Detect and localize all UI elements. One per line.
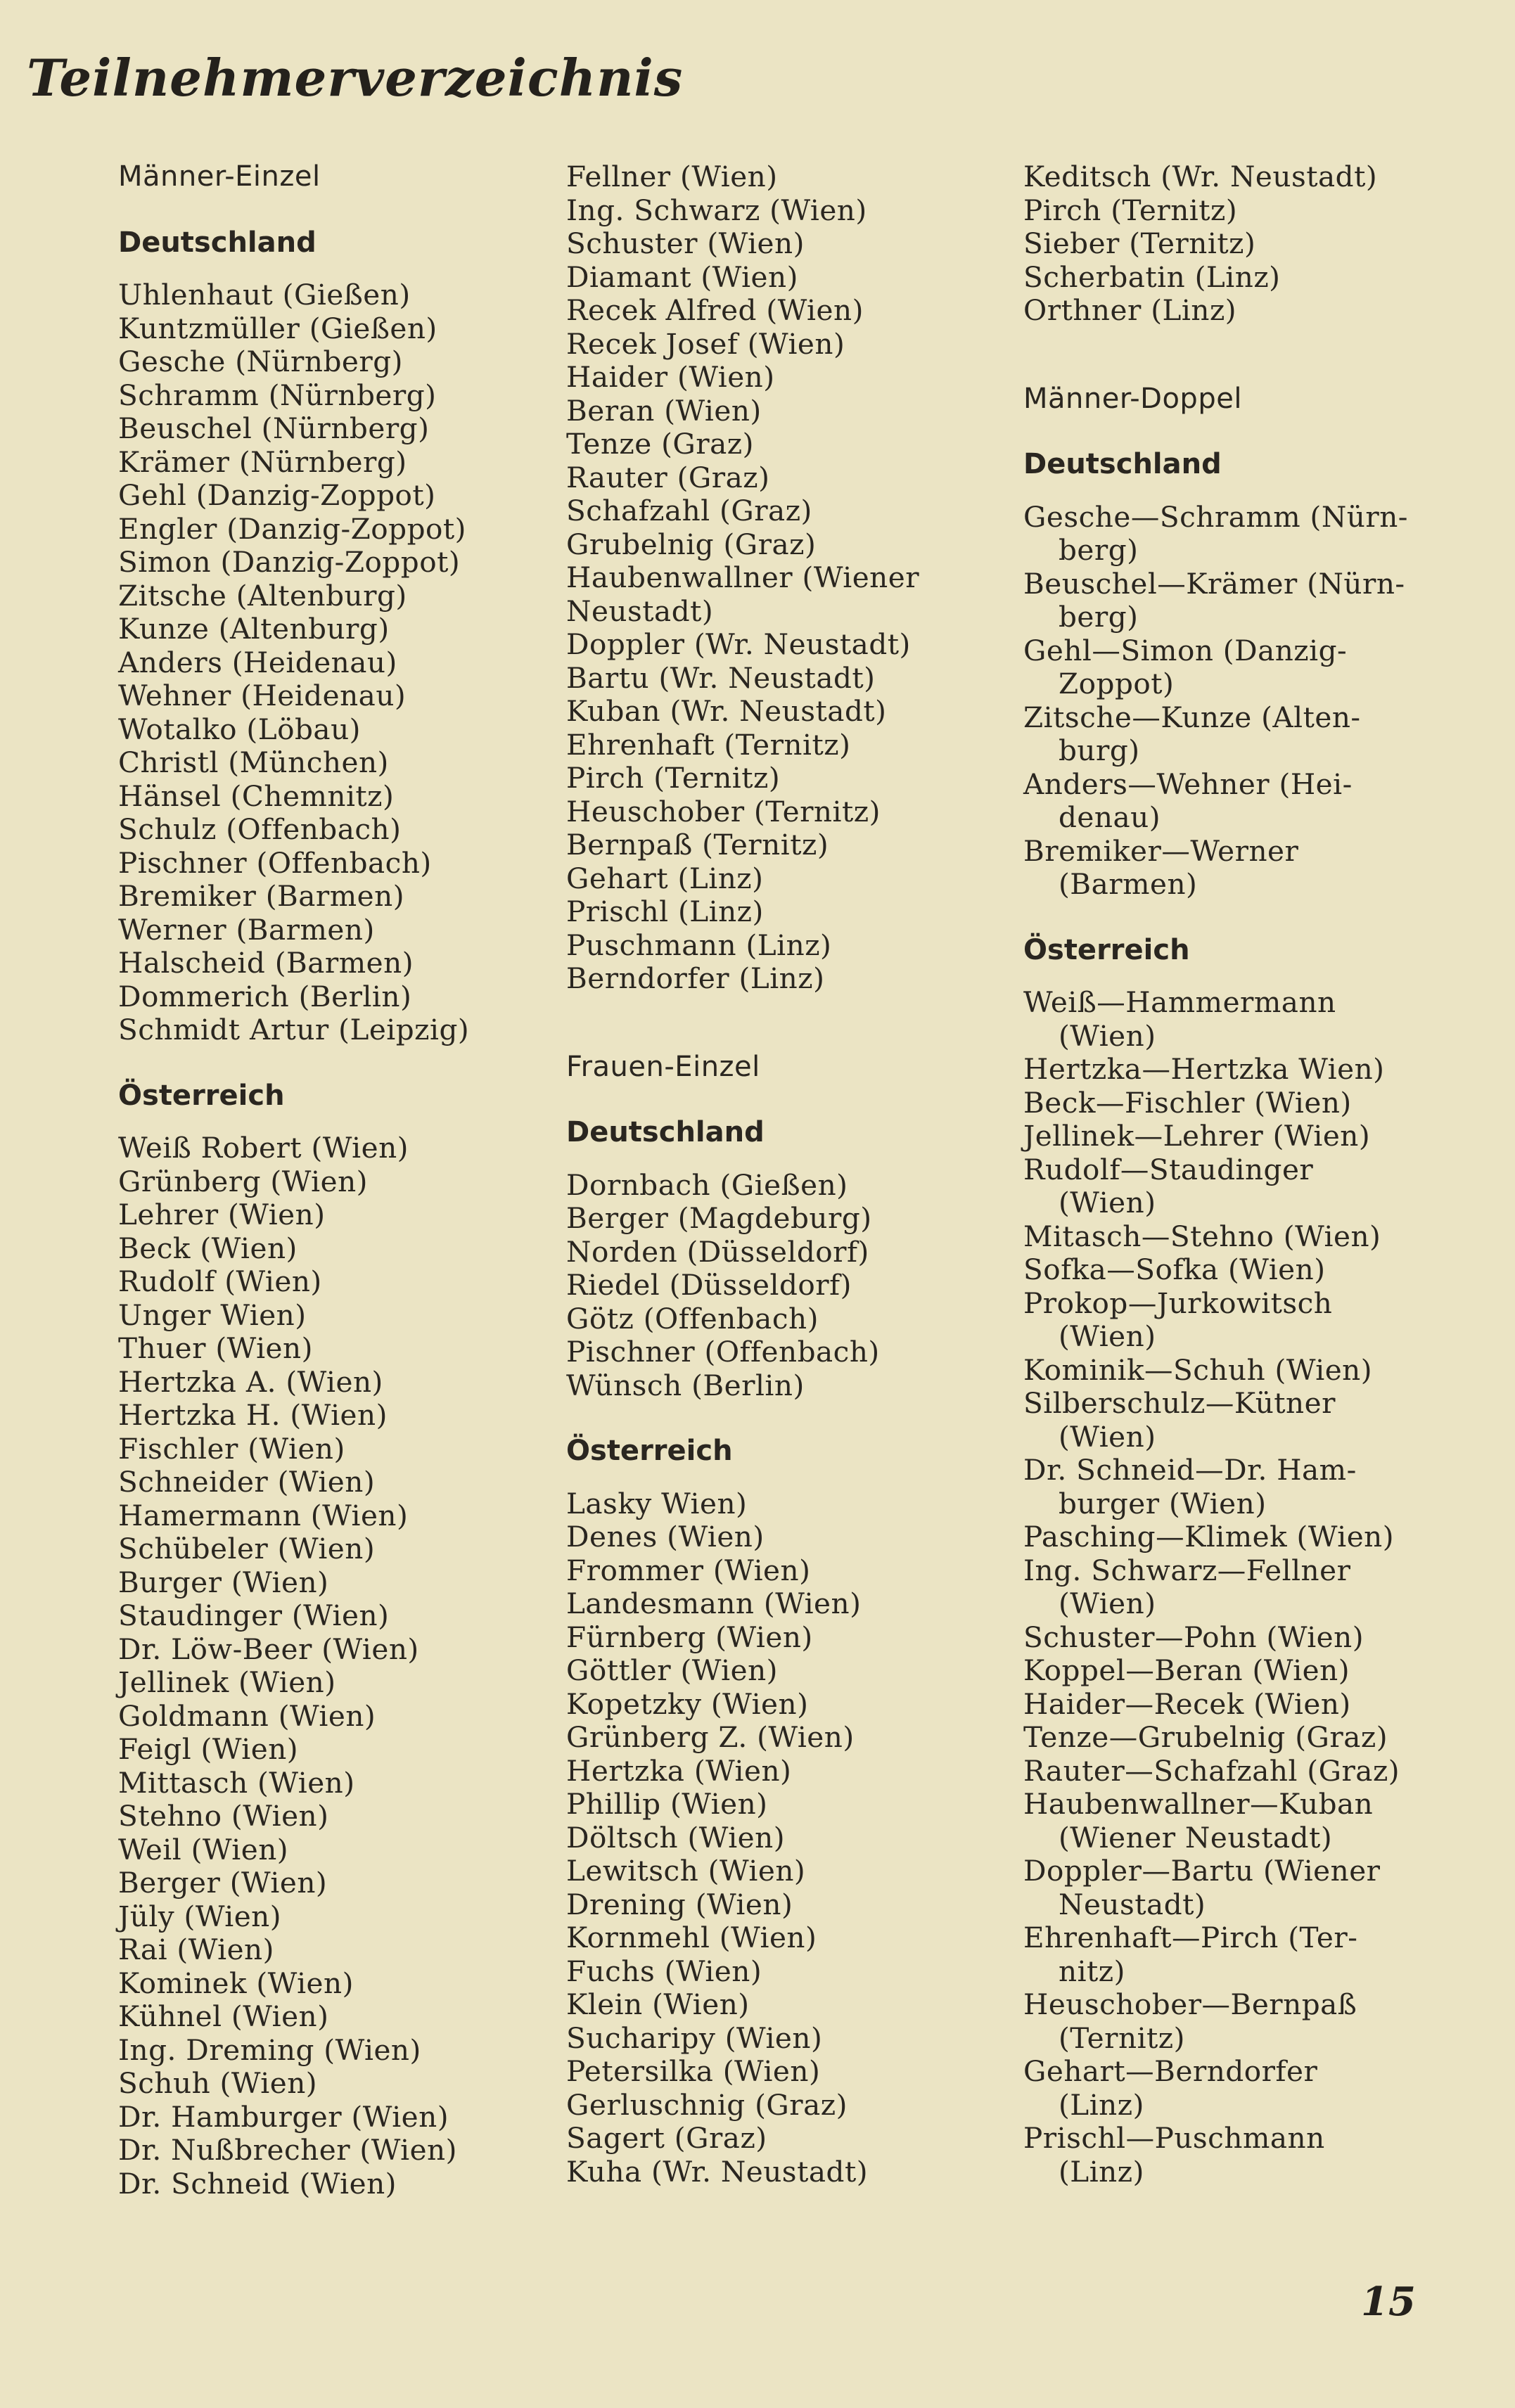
category-heading-maenner-doppel: Männer-Doppel (1023, 382, 1242, 415)
participant-entry: Unger Wien) (118, 1298, 307, 1332)
participant-entry: Kühnel (Wien) (118, 1999, 329, 2033)
participant-entry: Keditsch (Wr. Neustadt) (1023, 160, 1378, 193)
participant-entry: Heuschober (Ternitz) (566, 794, 881, 828)
participant-entry: Phillip (Wien) (566, 1787, 768, 1821)
page-number: 15 (1361, 2279, 1416, 2325)
participant-entry: Norden (Düsseldorf) (566, 1234, 869, 1269)
pair-entry: Koppel—Beran (Wien) (1023, 1653, 1350, 1687)
participant-entry: Recek Josef (Wien) (566, 326, 845, 361)
participant-entry: Riedel (Düsseldorf) (566, 1268, 852, 1302)
participant-entry: Staudinger (Wien) (118, 1599, 390, 1632)
participant-entry: Fellner (Wien) (566, 160, 778, 193)
pair-entry-continuation: (Wien) (1059, 1018, 1156, 1053)
pair-list-maenner-doppel-oesterreich (1023, 986, 1459, 2189)
pair-entry: Pasching—Klimek (Wien) (1023, 1520, 1395, 1554)
participant-entry: Krämer (Nürnberg) (118, 444, 407, 479)
participant-entry: Doppler (Wr. Neustadt) (566, 627, 911, 661)
pair-entry: Bremiker—Werner (1023, 833, 1299, 868)
participant-entry: Denes (Wien) (566, 1520, 765, 1554)
participant-entry: Fürnberg (Wien) (566, 1620, 813, 1654)
participant-entry: Dr. Hamburger (Wien) (118, 2099, 449, 2134)
participant-entry: Lasky Wien) (566, 1486, 748, 1520)
participant-entry: Sucharipy (Wien) (566, 2020, 823, 2055)
pair-entry: Gehl—Simon (Danzig- (1023, 633, 1348, 667)
participant-entry: Burger (Wien) (118, 1565, 329, 1599)
participant-entry: Döltsch (Wien) (566, 1820, 786, 1855)
participant-entry: Ing. Schwarz (Wien) (566, 193, 867, 227)
pair-entry-continuation: (Wien) (1059, 1319, 1156, 1353)
country-heading-oesterreich: Österreich (1023, 933, 1190, 966)
pair-entry: Silberschulz—Kütner (1023, 1386, 1336, 1420)
participant-entry: Hamermann (Wien) (118, 1498, 409, 1532)
country-heading-deutschland: Deutschland (1023, 448, 1222, 480)
participant-entry: Pirch (Ternitz) (566, 761, 781, 795)
participant-entry: Hertzka A. (Wien) (118, 1364, 383, 1399)
pair-entry-continuation: (Wien) (1059, 1186, 1156, 1219)
participant-entry: Schramm (Nürnberg) (118, 378, 437, 412)
pair-entry-continuation: (Ternitz) (1059, 2020, 1185, 2055)
participant-entry: Kuntzmüller (Gießen) (118, 311, 437, 345)
pair-entry: Doppler—Bartu (Wiener (1023, 1854, 1381, 1888)
pair-entry-continuation: (Barmen) (1059, 867, 1198, 901)
participant-entry: Wünsch (Berlin) (566, 1368, 805, 1402)
pair-entry-continuation: (Wiener Neustadt) (1059, 1820, 1333, 1855)
participant-entry: Pischner (Offenbach) (118, 845, 432, 880)
participant-entry: Werner (Barmen) (118, 912, 375, 947)
pair-entry-continuation: denau) (1059, 800, 1161, 834)
participant-entry: Rudolf (Wien) (118, 1264, 322, 1298)
participant-entry: Ehrenhaft (Ternitz) (566, 727, 851, 762)
participant-entry: Diamant (Wien) (566, 260, 798, 294)
pair-entry-continuation: (Wien) (1059, 1419, 1156, 1454)
participant-entry: Schulz (Offenbach) (118, 812, 402, 846)
pair-entry-continuation: (Wien) (1059, 1587, 1156, 1620)
pair-entry: Beck—Fischler (Wien) (1023, 1085, 1352, 1120)
participant-entry: Scherbatin (Linz) (1023, 260, 1281, 294)
participant-entry: Berger (Magdeburg) (566, 1201, 872, 1235)
participant-entry: Fischler (Wien) (118, 1431, 345, 1466)
pair-entry: Anders—Wehner (Hei- (1023, 767, 1353, 801)
country-heading-oesterreich: Österreich (566, 1435, 733, 1467)
pair-entry: Kominik—Schuh (Wien) (1023, 1352, 1373, 1387)
participant-entry: Hertzka (Wien) (566, 1753, 792, 1788)
participant-entry: Berndorfer (Linz) (566, 961, 825, 995)
participant-entry: Kunze (Altenburg) (118, 612, 390, 646)
pair-entry-continuation: nitz) (1059, 1954, 1125, 1988)
participant-entry: Klein (Wien) (566, 1987, 750, 2021)
participant-entry: Petersilka (Wien) (566, 2054, 821, 2088)
pair-entry: Beuschel—Krämer (Nürn- (1023, 566, 1405, 601)
participant-entry: Schneider (Wien) (118, 1465, 376, 1499)
participant-entry: Anders (Heidenau) (118, 645, 397, 679)
participant-list-frauen-einzel-oesterreich (566, 1487, 1002, 2189)
participant-entry: Rai (Wien) (118, 1933, 274, 1966)
column-3 (1023, 160, 1459, 2189)
participant-entry: Schafzahl (Graz) (566, 494, 812, 527)
category-heading-frauen-einzel: Frauen-Einzel (566, 1050, 760, 1083)
participant-entry: Puschmann (Linz) (566, 928, 832, 962)
pair-entry: Haubenwallner—Kuban (1023, 1787, 1374, 1821)
participant-entry: Weil (Wien) (118, 1832, 289, 1866)
participant-entry: Rauter (Graz) (566, 460, 770, 494)
participant-entry: Dornbach (Gießen) (566, 1167, 848, 1202)
participant-entry: Kominek (Wien) (118, 1966, 354, 2000)
participant-entry: Orthner (Linz) (1023, 293, 1237, 327)
participant-entry: Goldmann (Wien) (118, 1698, 376, 1733)
pair-entry: Zitsche—Kunze (Alten- (1023, 700, 1361, 734)
participant-entry: Pirch (Ternitz) (1023, 193, 1238, 227)
participant-entry: Beck (Wien) (118, 1231, 298, 1265)
country-heading-deutschland: Deutschland (118, 226, 317, 259)
pair-entry: Gesche—Schramm (Nürn- (1023, 499, 1408, 534)
country-heading-deutschland: Deutschland (566, 1116, 765, 1148)
pair-entry: Mitasch—Stehno (Wien) (1023, 1219, 1381, 1253)
pair-entry: Hertzka—Hertzka Wien) (1023, 1052, 1385, 1086)
participant-entry: Prischl (Linz) (566, 895, 764, 928)
pair-entry: Rudolf—Staudinger (1023, 1152, 1314, 1186)
participant-entry: Sagert (Graz) (566, 2121, 767, 2155)
pair-entry: Schuster—Pohn (Wien) (1023, 1620, 1364, 1654)
participant-entry: Lehrer (Wien) (118, 1198, 326, 1231)
participant-entry: Dr. Nußbrecher (Wien) (118, 2133, 457, 2167)
participant-entry: Haider (Wien) (566, 360, 775, 394)
pair-entry-continuation: burger (Wien) (1059, 1486, 1267, 1520)
participant-list-frauen-einzel-deutschland (566, 1169, 1002, 1403)
participant-entry: Mittasch (Wien) (118, 1765, 355, 1800)
participant-entry: Kuha (Wr. Neustadt) (566, 2154, 869, 2189)
participant-entry: Beran (Wien) (566, 393, 762, 428)
column-2 (566, 160, 1002, 2189)
participant-entry: Jellinek (Wien) (118, 1665, 336, 1699)
participant-entry: Göttler (Wien) (566, 1653, 778, 1687)
participant-entry: Recek Alfred (Wien) (566, 293, 864, 327)
participant-entry: Gesche (Nürnberg) (118, 345, 403, 378)
pair-entry: Prokop—Jurkowitsch (1023, 1286, 1333, 1320)
participant-entry: Uhlenhaut (Gießen) (118, 278, 411, 312)
participant-list-maenner-einzel-oesterreich (118, 1132, 540, 2201)
participant-entry: Stehno (Wien) (118, 1799, 329, 1833)
participant-list-maenner-einzel-deutschland (118, 278, 540, 1047)
participant-entry: Neustadt) (566, 594, 714, 628)
participant-entry: Wotalko (Löbau) (118, 712, 361, 746)
participant-entry: Schuster (Wien) (566, 226, 805, 260)
participant-entry: Landesmann (Wien) (566, 1587, 862, 1620)
pair-entry: Rauter—Schafzahl (Graz) (1023, 1753, 1400, 1788)
participant-entry: Christl (München) (118, 745, 389, 779)
category-heading-maenner-einzel: Männer-Einzel (118, 160, 321, 193)
pair-entry-continuation: Neustadt) (1059, 1887, 1206, 1921)
participant-entry: Lewitsch (Wien) (566, 1854, 806, 1888)
participant-entry: Fuchs (Wien) (566, 1954, 762, 1988)
pair-entry: Heuschober—Bernpaß (1023, 1987, 1357, 2021)
participant-entry: Schübeler (Wien) (118, 1532, 376, 1565)
participant-entry: Tenze (Graz) (566, 427, 754, 461)
participant-entry: Pischner (Offenbach) (566, 1335, 880, 1369)
pair-entry: Haider—Recek (Wien) (1023, 1686, 1351, 1721)
pair-entry: Gehart—Berndorfer (1023, 2054, 1318, 2088)
pair-entry-continuation: berg) (1059, 533, 1139, 567)
participant-entry: Feigl (Wien) (118, 1732, 299, 1766)
participant-entry: Frommer (Wien) (566, 1553, 811, 1587)
participant-entry: Beuschel (Nürnberg) (118, 411, 430, 445)
participant-entry: Gerluschnig (Graz) (566, 2087, 848, 2122)
participant-entry: Zitsche (Altenburg) (118, 578, 407, 613)
participant-entry: Wehner (Heidenau) (118, 679, 407, 712)
pair-entry-continuation: (Linz) (1059, 2154, 1144, 2189)
pair-entry-continuation: burg) (1059, 734, 1140, 767)
pair-entry: Ing. Schwarz—Fellner (1023, 1553, 1351, 1587)
pair-entry-continuation: berg) (1059, 600, 1139, 634)
participant-entry: Bernpaß (Ternitz) (566, 828, 829, 862)
pair-entry: Prischl—Puschmann (1023, 2121, 1325, 2155)
country-heading-oesterreich: Österreich (118, 1079, 285, 1112)
participant-entry: Dr. Schneid (Wien) (118, 2166, 397, 2201)
page-title: Teilnehmerverzeichnis (27, 48, 684, 108)
participant-entry: Kuban (Wr. Neustadt) (566, 694, 887, 728)
participant-entry: Sieber (Ternitz) (1023, 226, 1256, 260)
participant-entry: Drening (Wien) (566, 1887, 793, 1921)
participant-entry: Bremiker (Barmen) (118, 879, 405, 913)
participant-entry: Haubenwallner (Wiener (566, 561, 920, 594)
participant-entry: Thuer (Wien) (118, 1331, 313, 1365)
participant-entry: Kopetzky (Wien) (566, 1686, 809, 1721)
pair-entry: Sofka—Sofka (Wien) (1023, 1253, 1326, 1286)
participant-entry: Weiß Robert (Wien) (118, 1131, 409, 1165)
participant-entry: Schmidt Artur (Leipzig) (118, 1013, 470, 1046)
participant-entry: Grubelnig (Graz) (566, 527, 817, 561)
participant-entry: Hänsel (Chemnitz) (118, 779, 395, 813)
participant-entry: Hertzka H. (Wien) (118, 1398, 388, 1432)
participant-entry: Halscheid (Barmen) (118, 946, 414, 980)
participant-list-maenner-einzel-continued (566, 160, 1002, 996)
participant-entry: Jüly (Wien) (118, 1899, 282, 1933)
pair-entry-continuation: Zoppot) (1059, 667, 1175, 700)
participant-entry: Grünberg Z. (Wien) (566, 1720, 855, 1754)
pair-entry: Jellinek—Lehrer (Wien) (1023, 1119, 1371, 1153)
participant-entry: Schuh (Wien) (118, 2066, 318, 2100)
participant-entry: Dr. Löw-Beer (Wien) (118, 1632, 419, 1666)
pair-list-maenner-doppel-deutschland (1023, 501, 1459, 902)
participant-entry: Berger (Wien) (118, 1866, 328, 1900)
pair-entry: Dr. Schneid—Dr. Ham- (1023, 1453, 1357, 1487)
pair-entry: Weiß—Hammermann (1023, 985, 1336, 1019)
participant-entry: Kornmehl (Wien) (566, 1921, 817, 1954)
participant-entry: Gehl (Danzig-Zoppot) (118, 478, 436, 512)
participant-entry: Engler (Danzig-Zoppot) (118, 511, 466, 546)
participant-entry: Bartu (Wr. Neustadt) (566, 660, 876, 695)
pair-entry-continuation: (Linz) (1059, 2087, 1144, 2122)
pair-entry: Ehrenhaft—Pirch (Ter- (1023, 1921, 1358, 1954)
participant-entry: Götz (Offenbach) (566, 1301, 819, 1336)
participant-entry: Grünberg (Wien) (118, 1164, 368, 1198)
participant-entry: Gehart (Linz) (566, 861, 764, 895)
participant-entry: Ing. Dreming (Wien) (118, 2032, 421, 2067)
participant-entry: Simon (Danzig-Zoppot) (118, 545, 461, 579)
participant-entry: Dommerich (Berlin) (118, 979, 412, 1013)
column-1 (118, 160, 540, 2201)
pair-entry: Tenze—Grubelnig (Graz) (1023, 1720, 1388, 1754)
participant-list-continued (1023, 160, 1459, 328)
